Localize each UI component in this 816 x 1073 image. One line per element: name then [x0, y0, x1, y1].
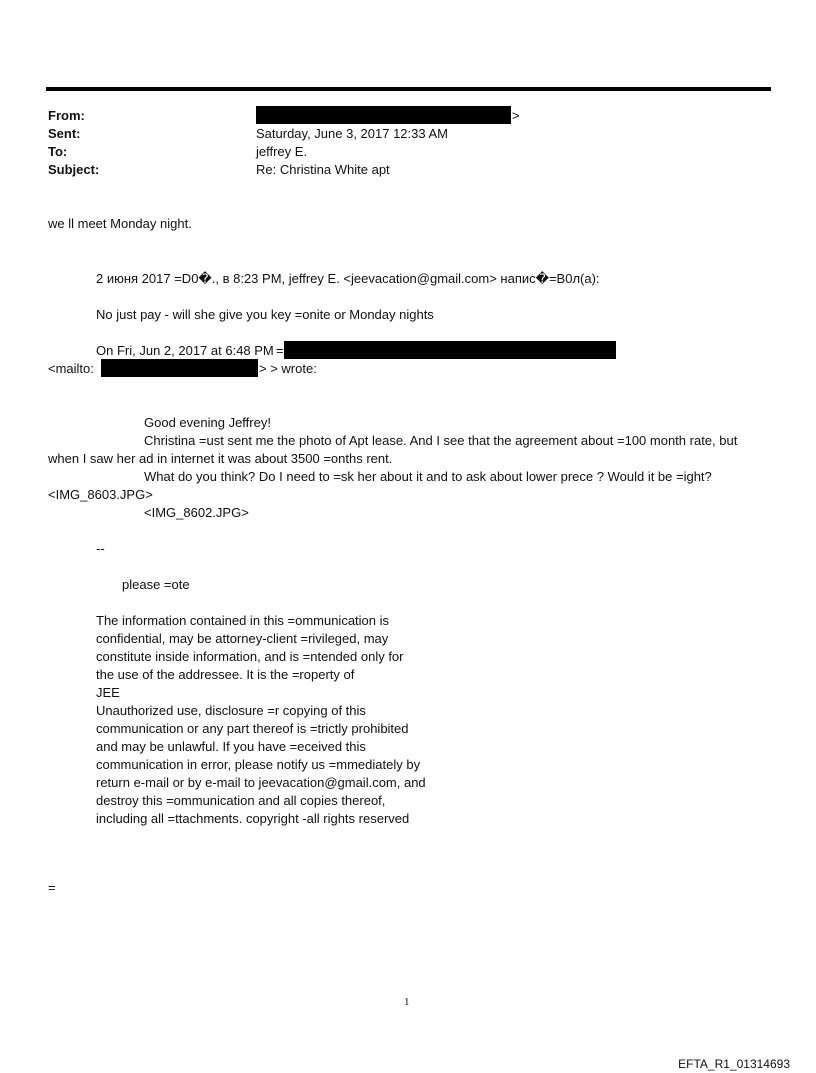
mailto-prefix: <mailto:	[48, 361, 94, 376]
sent-label: Sent:	[48, 126, 81, 141]
please-note: please =ote	[122, 577, 190, 592]
redaction-mailto	[101, 359, 258, 377]
attachment-2: <IMG_8602.JPG>	[144, 505, 249, 520]
reply-text: we ll meet Monday night.	[48, 216, 192, 231]
to-value: jeffrey E.	[256, 144, 308, 159]
from-label: From:	[48, 108, 85, 123]
attachment-1: <IMG_8603.JPG>	[48, 487, 153, 502]
disclaimer-line: including all =ttachments. copyright -all rights reserved	[96, 811, 410, 826]
disclaimer-line: constitute inside information, and is =ntended only for	[96, 649, 404, 664]
disclaimer-line: communication in error, please notify us =mmediately by	[96, 757, 421, 772]
greeting: Good evening Jeffrey!	[144, 415, 271, 430]
disclaimer-line: and may be unlawful. If you have =eceived this	[96, 739, 366, 754]
disclaimer	[96, 612, 426, 828]
disclaimer-line: the use of the addressee. It is the =roperty of	[96, 667, 355, 682]
sent-value: Saturday, June 3, 2017 12:33 AM	[256, 126, 449, 141]
paragraph-1a: Christina =ust sent me the photo of Apt lease. And I see that the agreement about =100 month rate, but	[144, 433, 738, 448]
disclaimer-line: destroy this =ommunication and all copies thereof,	[96, 793, 386, 808]
paragraph-2: What do you think? Do I need to =sk her about it and to ask about lower prece ? Would it be =ight?	[144, 469, 712, 484]
on-fri-line: On Fri, Jun 2, 2017 at 6:48 PM	[96, 343, 274, 358]
signature-dash: --	[96, 541, 105, 556]
subject-value: Re: Christina White apt	[256, 162, 390, 177]
page-number: 1	[404, 996, 410, 1008]
paragraph-1b: when I saw her ad in internet it was about 3500 =onths rent.	[48, 451, 393, 466]
on-fri-eq: =	[276, 343, 284, 358]
from-tail: >	[512, 108, 520, 123]
trailing-equals: =	[48, 880, 56, 895]
header-rule	[46, 87, 771, 91]
disclaimer-line: Unauthorized use, disclosure =r copying of this	[96, 703, 366, 718]
to-label: To:	[48, 144, 68, 159]
quote-intro: 2 июня 2017 =D0�., в 8:23 PM, jeffrey E. <jeevacation@gmail.com> напис�=B0л(а):	[96, 271, 600, 286]
redaction-sender	[284, 341, 616, 359]
disclaimer-line: The information contained in this =ommunication is	[96, 613, 390, 628]
disclaimer-line: JEE	[96, 685, 120, 700]
wrote-text: > > wrote:	[259, 361, 317, 376]
quote-message: No just pay - will she give you key =onite or Monday nights	[96, 307, 434, 322]
subject-label: Subject:	[48, 162, 100, 177]
disclaimer-line: return e-mail or by e-mail to jeevacation@gmail.com, and	[96, 775, 426, 790]
document-id: EFTA_R1_01314693	[678, 1057, 790, 1071]
redaction-from	[256, 106, 511, 124]
disclaimer-line: communication or any part thereof is =trictly prohibited	[96, 721, 409, 736]
disclaimer-line: confidential, may be attorney-client =rivileged, may	[96, 631, 389, 646]
